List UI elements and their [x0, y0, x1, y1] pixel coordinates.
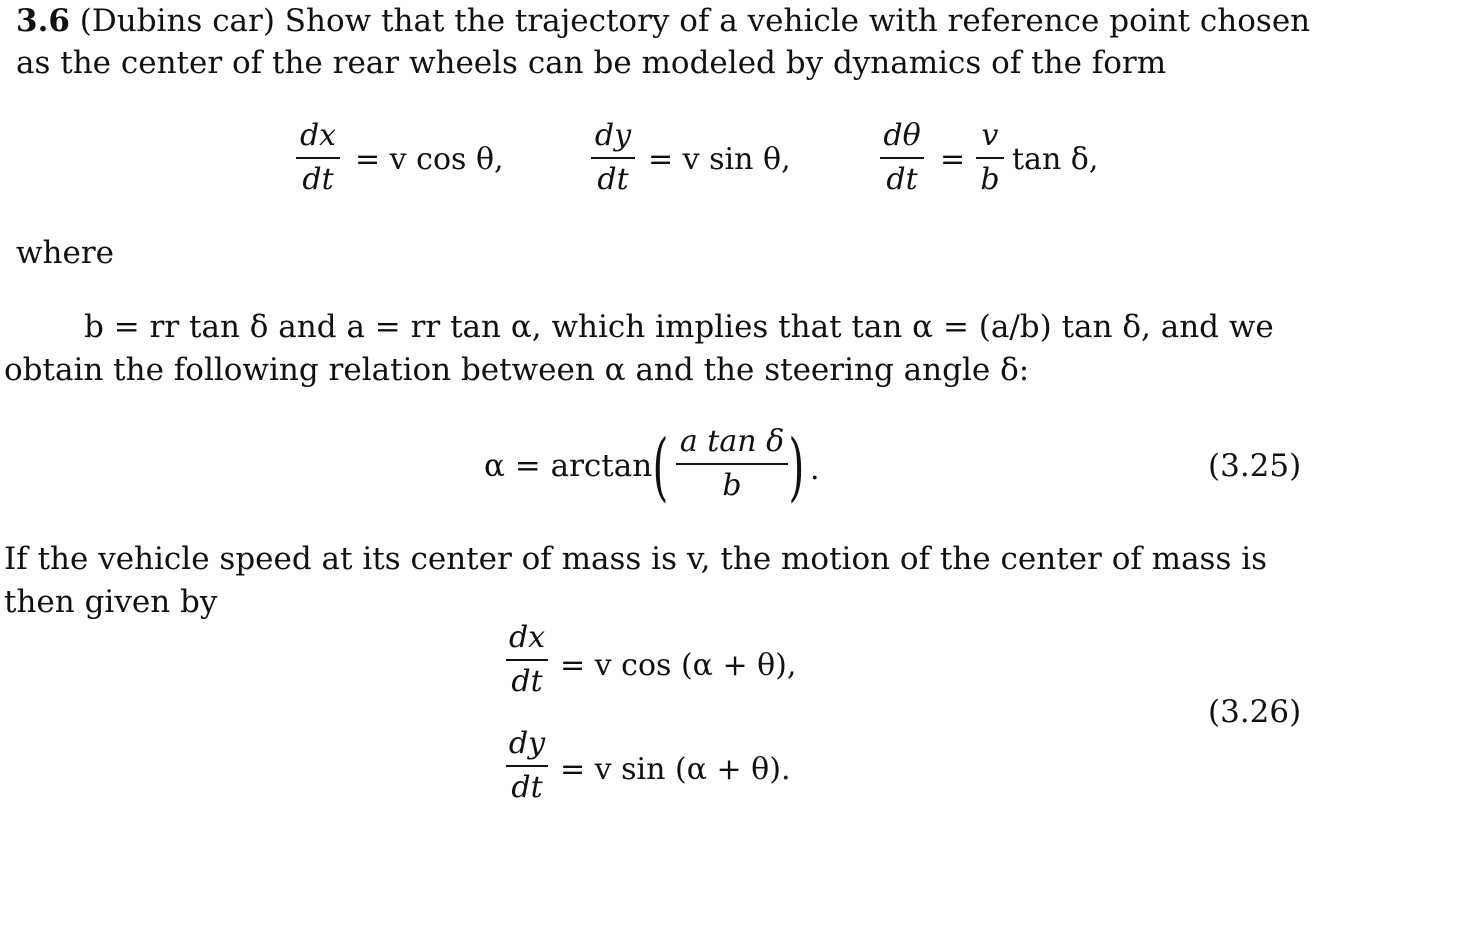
- eq325-label: (3.25): [1208, 448, 1302, 484]
- eq1-b-rhs: = v sin θ,: [648, 142, 791, 177]
- para3-line2: then given by: [4, 584, 218, 620]
- eq1-b-num: dy: [594, 118, 632, 153]
- eq1-c-fden: b: [980, 162, 1000, 197]
- eq1-c-rhs: tan δ,: [1012, 142, 1099, 177]
- eq1-c-equals: =: [940, 142, 966, 177]
- eq325-den: b: [722, 468, 742, 503]
- eq326-r2-rhs: = v sin (α + θ).: [560, 752, 791, 787]
- eq1-c-den: dt: [886, 162, 918, 197]
- eq326-label: (3.26): [1208, 694, 1302, 730]
- fraction-bar: [880, 157, 924, 159]
- eq325-left-paren: (: [652, 424, 669, 510]
- eq325-lhs: α = arctan: [484, 448, 653, 484]
- fraction-bar: [506, 765, 548, 767]
- eq1-c-num: dθ: [883, 118, 921, 153]
- eq326-r2-den: dt: [511, 770, 543, 805]
- problem-title-line1: (Dubins car) Show that the trajectory of a vehicle with reference point chosen: [79, 3, 1311, 39]
- para3-line1: If the vehicle speed at its center of mass is v, the motion of the center of mass is: [4, 541, 1268, 577]
- problem-heading: [16, 0, 1310, 43]
- eq1-c-fnum: v: [981, 118, 999, 153]
- fraction-bar: [676, 463, 788, 465]
- para2-line2: obtain the following relation between α and the steering angle δ:: [4, 352, 1030, 388]
- para2-line1: b = rr tan δ and a = rr tan α, which implies that tan α = (a/b) tan δ, and we: [84, 309, 1274, 345]
- fraction-bar: [591, 157, 635, 159]
- eq1-dthetadt-fraction: [880, 118, 924, 198]
- problem-number: 3.6: [16, 3, 70, 39]
- eq1-v-over-b-fraction: [976, 118, 1004, 198]
- eq1-dxdt-fraction: [296, 118, 340, 198]
- fraction-bar: [296, 157, 340, 159]
- eq1-b-den: dt: [597, 162, 629, 197]
- eq326-r1-den: dt: [511, 664, 543, 699]
- eq325-num: a tan δ: [679, 424, 785, 459]
- eq326-r2-num: dy: [508, 726, 546, 761]
- eq326-r1-rhs: = v cos (α + θ),: [560, 648, 797, 683]
- eq326-dydt-fraction: [506, 726, 548, 806]
- problem-title-line2: as the center of the rear wheels can be modeled by dynamics of the form: [16, 45, 1167, 81]
- eq1-dydt-fraction: [591, 118, 635, 198]
- eq325-tail: .: [810, 452, 820, 487]
- where-text: where: [16, 235, 115, 271]
- eq325-fraction: [676, 424, 788, 504]
- fraction-bar: [506, 659, 548, 661]
- eq326-dxdt-fraction: [506, 620, 548, 700]
- eq1-a-num: dx: [299, 118, 337, 153]
- eq325-right-paren: ): [788, 424, 805, 510]
- eq326-r1-num: dx: [508, 620, 546, 655]
- fraction-bar: [976, 157, 1004, 159]
- eq1-a-rhs: = v cos θ,: [355, 142, 504, 177]
- eq1-a-den: dt: [302, 162, 334, 197]
